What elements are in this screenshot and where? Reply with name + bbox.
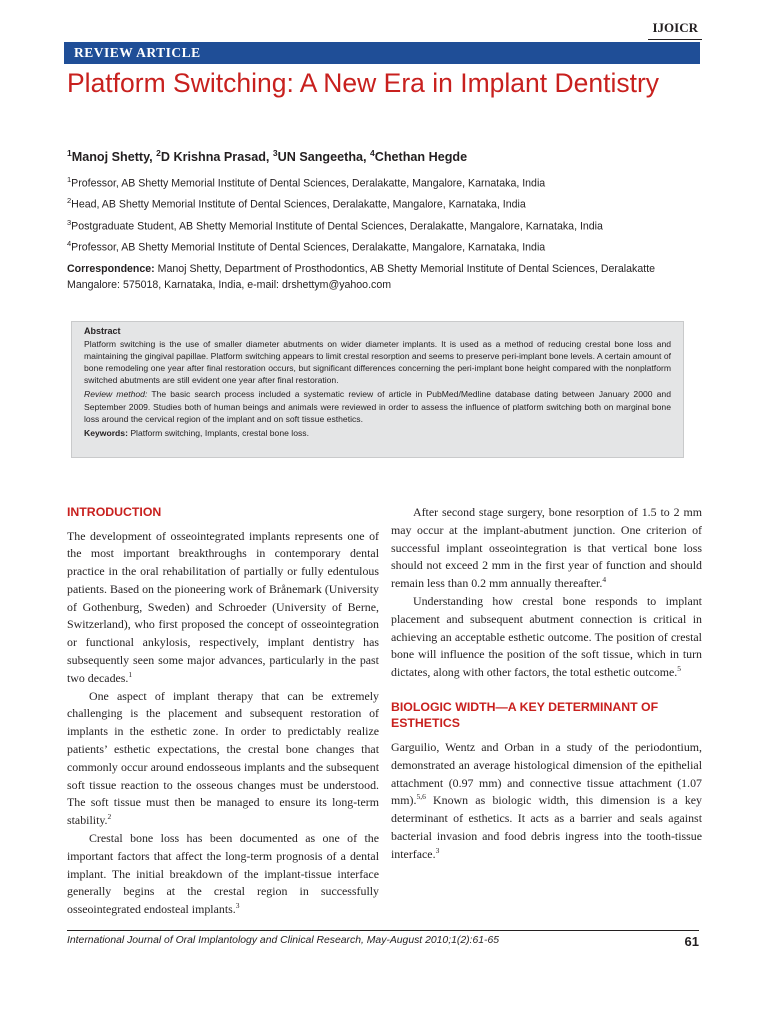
affiliation-3 xyxy=(67,218,603,233)
ref-sup: 4 xyxy=(602,575,607,585)
ref-sup: 3 xyxy=(235,901,240,911)
affiliation-1 xyxy=(67,175,545,190)
author-sup: 2 xyxy=(156,148,161,158)
ref-sup: 5,6 xyxy=(416,792,426,802)
author-sup: 4 xyxy=(370,148,375,158)
abstract-body: Platform switching is the use of smaller diameter abutments on wider diameter implants. It is used as a method of reducing crestal bone loss and maintaining the gingival papillae. Platform switching appears to limit crestal resorption and seems to preserve peri-implant bone levels. A certain amount of bone remodeling one year after final restoration occurs, but significant differences concerning the peri-implant bone height compared with the nonplatform switched abutments are still evident one year after final restoration. xyxy=(84,339,671,386)
right-paragraph-2 xyxy=(391,593,702,682)
right-p3a-text: Garguilio, Wentz and Orban in a study of the periodontium, demonstrated an average histological dimension of the epithelial attachment (0.97 mm) and connective tissue attachment (1.07 mm). xyxy=(391,739,702,808)
affiliation-2 xyxy=(67,196,526,211)
correspondence-text: Manoj Shetty, Department of Prosthodontics, AB Shetty Memorial Institute of Dental Sciences, Deralakatte Mangalore: 575018, Karnataka, India, e-mail: drshettym@yahoo.com xyxy=(67,263,656,291)
ref-sup: 2 xyxy=(107,812,112,822)
abstract-method-label: Review method: xyxy=(84,389,148,400)
intro-p3-text: Crestal bone loss has been documented as one of the important factors that affect the long-term prognosis of a dental implant. The initial breakdown of the implant-tissue interface generally begins at the crestal region in successfully osseointegrated endosteal implants. xyxy=(67,831,379,917)
page-footer xyxy=(67,930,699,949)
intro-paragraph-2 xyxy=(67,688,379,830)
right-p3b-text: Known as biologic width, this dimension is a key determinant of esthetics. It acts as a barrier and seals against bacterial invasion and food debris ingress into the tooth-tissue interface. xyxy=(391,793,702,861)
correspondence xyxy=(67,262,707,293)
right-column xyxy=(391,504,702,864)
right-paragraph-1 xyxy=(391,504,702,593)
author-sup: 3 xyxy=(272,148,278,158)
author-name: D Krishna Prasad, xyxy=(160,150,273,165)
ref-sup: 3 xyxy=(435,845,440,855)
affiliation-sup: 3 xyxy=(67,218,72,227)
right-p2-text: Understanding how crestal bone responds to implant placement and subsequent abutment connection is critical in achieving an acceptable esthetic outcome. The position of crestal bone will influence the position of the soft tissue, which in turn dictates, along with other factors, the total esthetic outcome. xyxy=(391,593,702,680)
page-number: 61 xyxy=(684,934,699,949)
affiliation-sup: 1 xyxy=(67,175,72,184)
affiliation-text: Professor, AB Shetty Memorial Institute of Dental Sciences, Deralakatte, Mangalore, Karnataka, India xyxy=(71,241,546,254)
biologic-width-heading: BIOLOGIC WIDTH—A KEY DETERMINANT OF ESTHETICS xyxy=(391,699,659,731)
author-name: UN Sangeetha, xyxy=(277,150,371,165)
author-name: Chethan Hegde xyxy=(374,150,468,165)
author-list xyxy=(67,148,467,164)
section-label: REVIEW ARTICLE xyxy=(74,45,201,60)
affiliation-text: Professor, AB Shetty Memorial Institute of Dental Sciences, Deralakatte, Mangalore, Karnataka, India xyxy=(71,177,546,190)
keywords-label: Keywords: xyxy=(84,427,128,438)
footer-citation: International Journal of Oral Implantology and Clinical Research, May-August 2010;1(2):61-65 xyxy=(67,935,500,946)
intro-p1-text: The development of osseointegrated implants represents one of the most important breakthroughs in contemporary dental practice in the oral rehabilitation of partially or fully edentulous patients. Based on the pioneering work of Brånemark (University of Gothenburg, Sweden) and Schroeder (University of Berne, Switzerland), who first proposed the concept of osseointegration or functional ankylosis, respectively, implant dentistry has subsequently seen some major advances, particularly in the past two decades. xyxy=(67,528,379,685)
abstract-method-text: The basic search process included a systematic review of article in PubMed/Medline database dating between January 2000 and September 2009. Studies both of human beings and animals were reviewed in order to assess the influence of platform switching both on marginal bone loss around the cervical region of the implant and on soft tissue esthetics. xyxy=(84,389,671,424)
ref-sup: 5 xyxy=(677,664,682,674)
author-name: Manoj Shetty, xyxy=(71,150,157,165)
keywords-text: Platform switching, Implants, crestal bone loss. xyxy=(127,427,309,438)
intro-paragraph-3 xyxy=(67,830,379,919)
abstract-keywords xyxy=(84,427,671,439)
right-p1-text: After second stage surgery, bone resorption of 1.5 to 2 mm may occur at the implant-abutment junction. One criterion of successful implant osseointegration is that vertical bone loss should not exceed 2 mm in the first year of function and should remain less than 0.2 mm annually thereafter. xyxy=(391,505,702,591)
affiliation-4 xyxy=(67,239,545,254)
intro-paragraph-1 xyxy=(67,528,379,688)
affiliation-text: Head, AB Shetty Memorial Institute of Dental Sciences, Deralakatte, Mangalore, Karnataka, India xyxy=(71,198,526,211)
ref-sup: 1 xyxy=(128,669,133,679)
abstract-box xyxy=(71,321,684,458)
abstract-method xyxy=(84,388,671,424)
affiliation-sup: 4 xyxy=(67,239,72,248)
article-title: Platform Switching: A New Era in Implant Dentistry xyxy=(67,68,660,98)
affiliation-text: Postgraduate Student, AB Shetty Memorial Institute of Dental Sciences, Deralakatte, Mangalore, Karnataka, India xyxy=(71,220,603,233)
section-banner xyxy=(64,42,700,64)
correspondence-label: Correspondence: xyxy=(67,263,155,275)
author-sup: 1 xyxy=(67,148,72,158)
left-column xyxy=(67,504,379,919)
abstract-heading: Abstract xyxy=(84,326,121,336)
journal-tag: IJOICR xyxy=(652,20,698,35)
intro-p2-text: One aspect of implant therapy that can be extremely challenging is the placement and subsequent restoration of implants in the esthetic zone. In order to predictably realize patients’ esthetic expectations, the crestal bone changes that commonly occur around endosseous implants and the subsequent soft tissue reaction to the osseous changes must be understood. The soft tissue must then be managed to ensure its long-term stability. xyxy=(67,688,379,828)
affiliation-sup: 2 xyxy=(67,196,72,205)
introduction-heading: INTRODUCTION xyxy=(67,505,162,519)
right-paragraph-3 xyxy=(391,739,702,864)
